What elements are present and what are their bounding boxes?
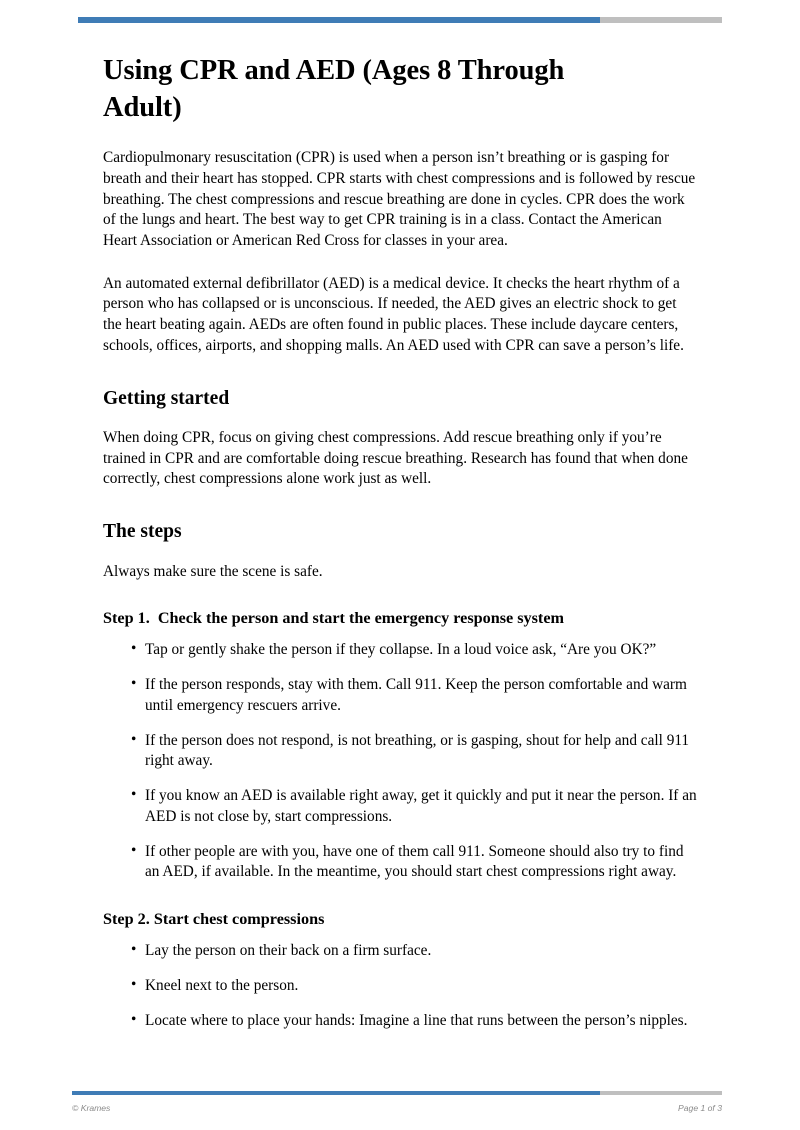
list-item: • If the person responds, stay with them. Call 911. Keep the person comfortable and warm until emergency rescuers arrive. [103,675,698,716]
intro-paragraph-2: An automated external defibrillator (AED) is a medical device. It checks the heart rhythm of a person who has collapsed or is unconscious. If needed, the AED gives an electric shock to get the heart beating again. AEDs are often found in public places. These include daycare centers, schools, offices, airports, and shopping malls. An AED used with CPR can save a person’s life. [103,274,684,354]
list-item: • Tap or gently shake the person if they collapse. In a loud voice ask, “Are you OK?” [103,640,698,661]
list-item: • If you know an AED is available right away, get it quickly and put it near the person. If an AED is not close by, start compressions. [103,786,698,827]
document-content [103,52,698,1045]
footer-page-number: Page 1 of 3 [678,1103,722,1113]
list-item: • Kneel next to the person. [103,976,698,997]
step-heading-1: Step 1. Check the person and start the emergency response system [103,609,564,628]
the-steps-intro: Always make sure the scene is safe. [103,562,323,580]
list-item: • Lay the person on their back on a firm surface. [103,941,698,962]
header-rule [78,17,722,23]
list-item: • If the person does not respond, is not breathing, or is gasping, shout for help and call 911 right away. [103,731,698,772]
step-1-bullet-list [103,640,698,882]
page-title: Using CPR and AED (Ages 8 Through Adult) [103,55,565,124]
section-heading-getting-started: Getting started [103,387,230,409]
header-rule-blue-segment [78,17,600,23]
footer-rule-blue-segment [72,1091,600,1095]
list-item: • If other people are with you, have one of them call 911. Someone should also try to find an AED, if available. In the meantime, you should start chest compressions right away. [103,842,698,883]
list-item: • Locate where to place your hands: Imagine a line that runs between the person’s nipples. [103,1011,698,1032]
step-heading-2: Step 2. Start chest compressions [103,909,325,928]
getting-started-paragraph: When doing CPR, focus on giving chest compressions. Add rescue breathing only if you’re trained in CPR and are comfortable doing rescue breathing. Research has found that when done correctly, chest compressions alone work just as well. [103,428,688,488]
page-footer [72,1103,722,1113]
footer-rule [72,1091,722,1095]
footer-rule-gray-segment [600,1091,722,1095]
section-heading-the-steps: The steps [103,521,182,543]
footer-copyright: © Krames [72,1103,111,1113]
intro-paragraph-1: Cardiopulmonary resuscitation (CPR) is used when a person isn’t breathing or is gasping for breath and their heart has stopped. CPR starts with chest compressions and is followed by rescue breathing. The chest compressions and rescue breathing are done in cycles. CPR does the work of the lungs and heart. The best way to get CPR training is in a class. Contact the American Heart Association or American Red Cross for classes in your area. [103,149,696,249]
step-2-bullet-list [103,941,698,1031]
header-rule-gray-segment [600,17,722,23]
